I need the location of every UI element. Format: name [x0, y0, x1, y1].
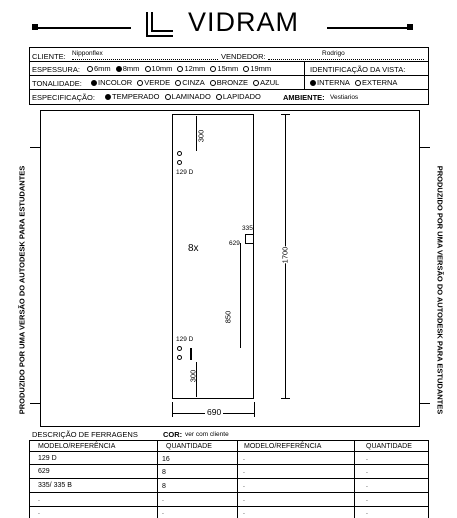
info-row-line-1 — [29, 61, 429, 62]
table-cell: . — [162, 509, 164, 516]
hinge-top-label: 129 D — [176, 169, 194, 176]
table-cell: . — [243, 496, 245, 503]
dim-height-tick-bottom — [281, 398, 290, 399]
spec-option[interactable]: LAPIDADO — [216, 92, 261, 101]
thickness-label: ESPESSURA: — [32, 65, 80, 74]
dim-height-tick-top — [281, 114, 290, 115]
vendor-dotted — [268, 59, 424, 60]
dim-line-mid — [240, 243, 241, 348]
info-row-line-3 — [29, 89, 429, 90]
lock-code-label: 629 — [229, 240, 240, 247]
logo-icon — [145, 12, 175, 38]
thickness-option[interactable]: 15mm — [210, 64, 238, 73]
table-row-line — [29, 464, 429, 465]
color-value: ver com cliente — [185, 431, 229, 438]
table-col-line — [237, 440, 238, 518]
table-col-line — [354, 440, 355, 518]
tone-options — [91, 79, 282, 87]
table-cell: . — [366, 468, 368, 475]
radio-checked-icon — [310, 80, 316, 86]
table-row-line — [29, 478, 429, 479]
watermark-left: PRODUZIDO POR UMA VERSÃO DO AUTODESK PARA ESTUDANTES — [17, 165, 27, 415]
radio-icon — [177, 66, 183, 72]
quantity-label: 8x — [188, 243, 199, 254]
info-row-line-2 — [29, 75, 429, 76]
tone-label: TONALIDADE: — [32, 79, 82, 88]
client-value: Nipponflex — [72, 50, 103, 57]
table-cell: . — [366, 509, 368, 516]
table-cell: 8 — [162, 469, 166, 476]
table-cell: . — [162, 496, 164, 503]
table-cell: . — [366, 455, 368, 462]
margin-tick — [30, 403, 40, 404]
hinge-marker — [190, 348, 192, 360]
table-header: MODELO/REFERÊNCIA — [244, 443, 322, 450]
thickness-option[interactable]: 10mm — [145, 64, 173, 73]
lock-icon — [245, 234, 254, 244]
hinge-hole-icon — [177, 151, 182, 156]
table-header-line — [29, 451, 429, 452]
table-row-line — [29, 506, 429, 507]
client-dotted — [72, 59, 218, 60]
table-cell: . — [366, 482, 368, 489]
table-header: QUANTIDADE — [166, 443, 212, 450]
spec-options — [105, 93, 264, 101]
dim-mid: 850 — [223, 310, 233, 324]
view-options — [310, 79, 400, 87]
header-rule-right — [327, 27, 409, 29]
thickness-option[interactable]: 12mm — [177, 64, 205, 73]
hinge-hole-icon — [177, 160, 182, 165]
spec-option[interactable]: TEMPERADO — [105, 92, 160, 101]
tone-option[interactable]: CINZA — [175, 78, 205, 87]
client-label: CLIENTE: — [32, 52, 66, 61]
dim-bottom: 300 — [188, 369, 198, 383]
tone-option[interactable]: BRONZE — [210, 78, 248, 87]
dim-top: 300 — [196, 129, 206, 143]
hinge-hole-icon — [177, 346, 182, 351]
radio-icon — [210, 66, 216, 72]
view-option[interactable]: EXTERNA — [355, 78, 397, 87]
tone-option[interactable]: INCOLOR — [91, 78, 132, 87]
table-header: QUANTIDADE — [366, 443, 412, 450]
view-option[interactable]: INTERNA — [310, 78, 350, 87]
radio-icon — [243, 66, 249, 72]
radio-icon — [87, 66, 93, 72]
table-cell: . — [38, 509, 40, 516]
header-rule-right-end — [407, 24, 413, 30]
dim-width: 690 — [207, 407, 222, 417]
thickness-options — [87, 65, 274, 73]
environment-value: Vestiarios — [330, 94, 359, 101]
dim-width-tick-left — [172, 402, 173, 417]
header-rule-left — [36, 27, 131, 29]
table-cell: . — [243, 509, 245, 516]
dim-width-tick-right — [254, 402, 255, 417]
environment-label: AMBIENTE: — [283, 93, 325, 102]
radio-checked-icon — [105, 94, 111, 100]
color-label: COR: — [163, 430, 183, 439]
radio-icon — [165, 94, 171, 100]
header-rule-left-end — [32, 24, 38, 30]
thickness-option[interactable]: 8mm — [116, 64, 140, 73]
spec-label: ESPECIFICAÇÃO: — [32, 93, 95, 102]
glass-panel — [172, 114, 254, 399]
radio-checked-icon — [116, 66, 122, 72]
table-cell: 335/ 335 B — [38, 482, 72, 489]
tone-option[interactable]: AZUL — [253, 78, 279, 87]
table-cell: 129 D — [38, 455, 57, 462]
watermark-right: PRODUZIDO POR UMA VERSÃO DO AUTODESK PARA ESTUDANTES — [435, 165, 445, 415]
hinge-hole-icon — [177, 355, 182, 360]
radio-icon — [216, 94, 222, 100]
hinge-bottom-label: 129 D — [176, 336, 194, 343]
vendor-value: Rodrigo — [322, 50, 345, 57]
radio-icon — [355, 80, 361, 86]
tone-option[interactable]: VERDE — [137, 78, 170, 87]
radio-icon — [175, 80, 181, 86]
table-cell: 16 — [162, 456, 170, 463]
table-cell: . — [243, 455, 245, 462]
margin-tick — [420, 147, 430, 148]
table-col-line — [157, 440, 158, 518]
radio-icon — [137, 80, 143, 86]
radio-icon — [253, 80, 259, 86]
brand-title: VIDRAM — [188, 7, 300, 37]
radio-icon — [210, 80, 216, 86]
vendor-label: VENDEDOR: — [221, 52, 266, 61]
header — [0, 0, 457, 46]
thickness-option[interactable]: 19mm — [243, 64, 271, 73]
info-col-line-1 — [304, 61, 305, 89]
table-cell: 629 — [38, 468, 50, 475]
margin-tick — [420, 403, 430, 404]
table-cell: . — [38, 496, 40, 503]
table-cell: . — [243, 482, 245, 489]
table-header: MODELO/REFERÊNCIA — [38, 443, 116, 450]
table-cell: 8 — [162, 483, 166, 490]
table-cell: . — [366, 496, 368, 503]
radio-icon — [145, 66, 151, 72]
lock-dim-label: 335 — [242, 225, 253, 232]
view-label: IDENTIFICAÇÃO DA VISTA: — [310, 65, 406, 74]
hardware-title: DESCRIÇÃO DE FERRAGENS — [32, 430, 138, 439]
dim-height: 1700 — [280, 246, 290, 264]
thickness-option[interactable]: 6mm — [87, 64, 111, 73]
margin-tick — [30, 147, 40, 148]
table-row-line — [29, 492, 429, 493]
table-cell: . — [243, 468, 245, 475]
spec-option[interactable]: LAMINADO — [165, 92, 211, 101]
radio-checked-icon — [91, 80, 97, 86]
